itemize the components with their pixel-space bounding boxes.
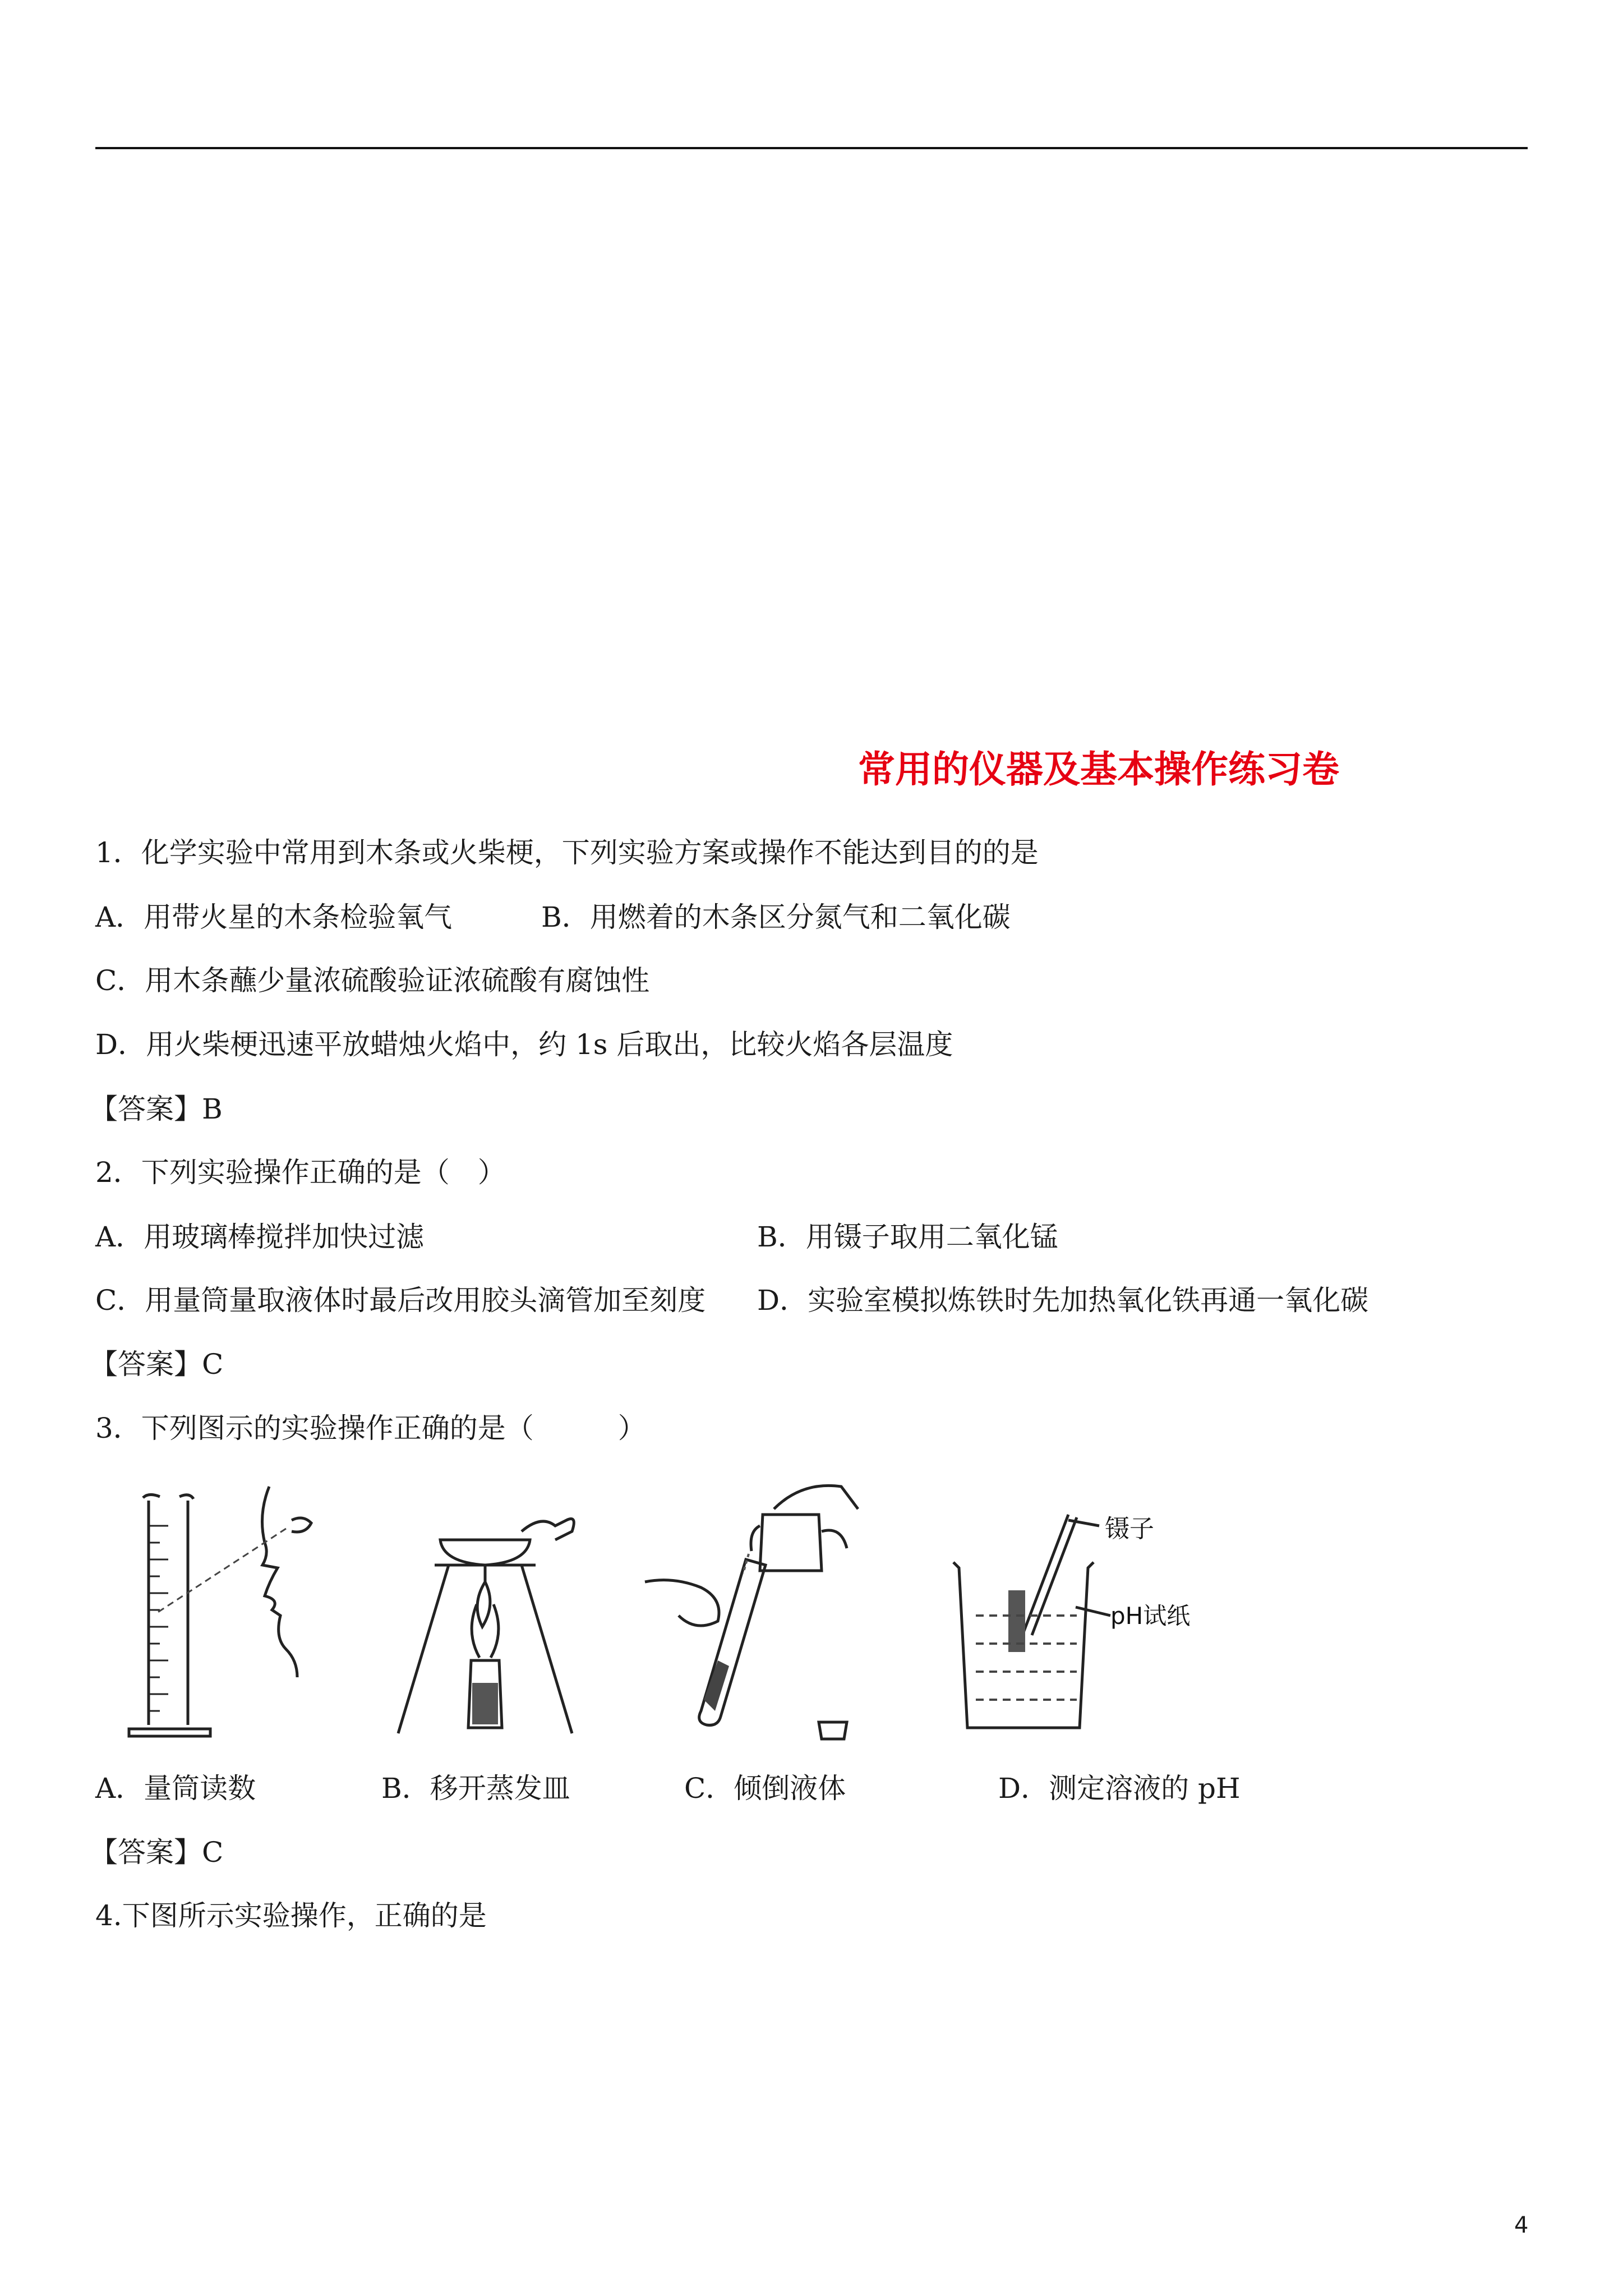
q3-stem: 3．下列图示的实验操作正确的是（ ）	[95, 1412, 646, 1444]
q2-stem: 2．下列实验操作正确的是（ ）	[95, 1156, 506, 1189]
q2-option-c: C．用量筒量取液体时最后改用胶头滴管加至刻度	[95, 1284, 706, 1317]
q1-answer: 【答案】B	[90, 1093, 223, 1125]
q1-option-d: D．用火柴梗迅速平放蜡烛火焰中，约 1s 后取出，比较火焰各层温度	[95, 1028, 953, 1061]
q3-option-c: C．倾倒液体	[684, 1772, 846, 1805]
q1-option-b: B．用燃着的木条区分氮气和二氧化碳	[541, 901, 1011, 933]
ph-paper-label: pH试纸	[1110, 1602, 1191, 1630]
q3-option-b: B．移开蒸发皿	[381, 1772, 570, 1805]
header-rule	[95, 147, 1528, 149]
q2-option-a: A．用玻璃棒搅拌加快过滤	[95, 1221, 425, 1253]
graduated-cylinder-figure	[118, 1470, 342, 1750]
q3-option-d: D．测定溶液的 pH	[998, 1772, 1241, 1805]
q3-option-a: A．量筒读数	[95, 1772, 256, 1805]
q2-option-d: D．实验室模拟炼铁时先加热氧化铁再通一氧化碳	[757, 1284, 1369, 1317]
q2-option-b: B．用镊子取用二氧化锰	[757, 1221, 1058, 1253]
page-number: 4	[1514, 2212, 1529, 2238]
page-title: 常用的仪器及基本操作练习卷	[858, 748, 1339, 791]
tweezers-label: 镊子	[1105, 1515, 1154, 1543]
q1-stem: 1．化学实验中常用到木条或火柴梗，下列实验方案或操作不能达到目的的是	[95, 836, 1039, 869]
q3-answer: 【答案】C	[90, 1836, 224, 1869]
q1-option-a: A．用带火星的木条检验氧气	[95, 901, 453, 933]
ph-measurement-figure	[942, 1503, 1256, 1739]
evaporating-dish-figure	[387, 1492, 600, 1745]
q2-answer: 【答案】C	[90, 1348, 224, 1381]
q4-stem: 4.下图所示实验操作，正确的是	[95, 1899, 487, 1932]
q1-option-c: C．用木条蘸少量浓硫酸验证浓硫酸有腐蚀性	[95, 964, 650, 997]
pouring-liquid-figure	[634, 1475, 869, 1745]
